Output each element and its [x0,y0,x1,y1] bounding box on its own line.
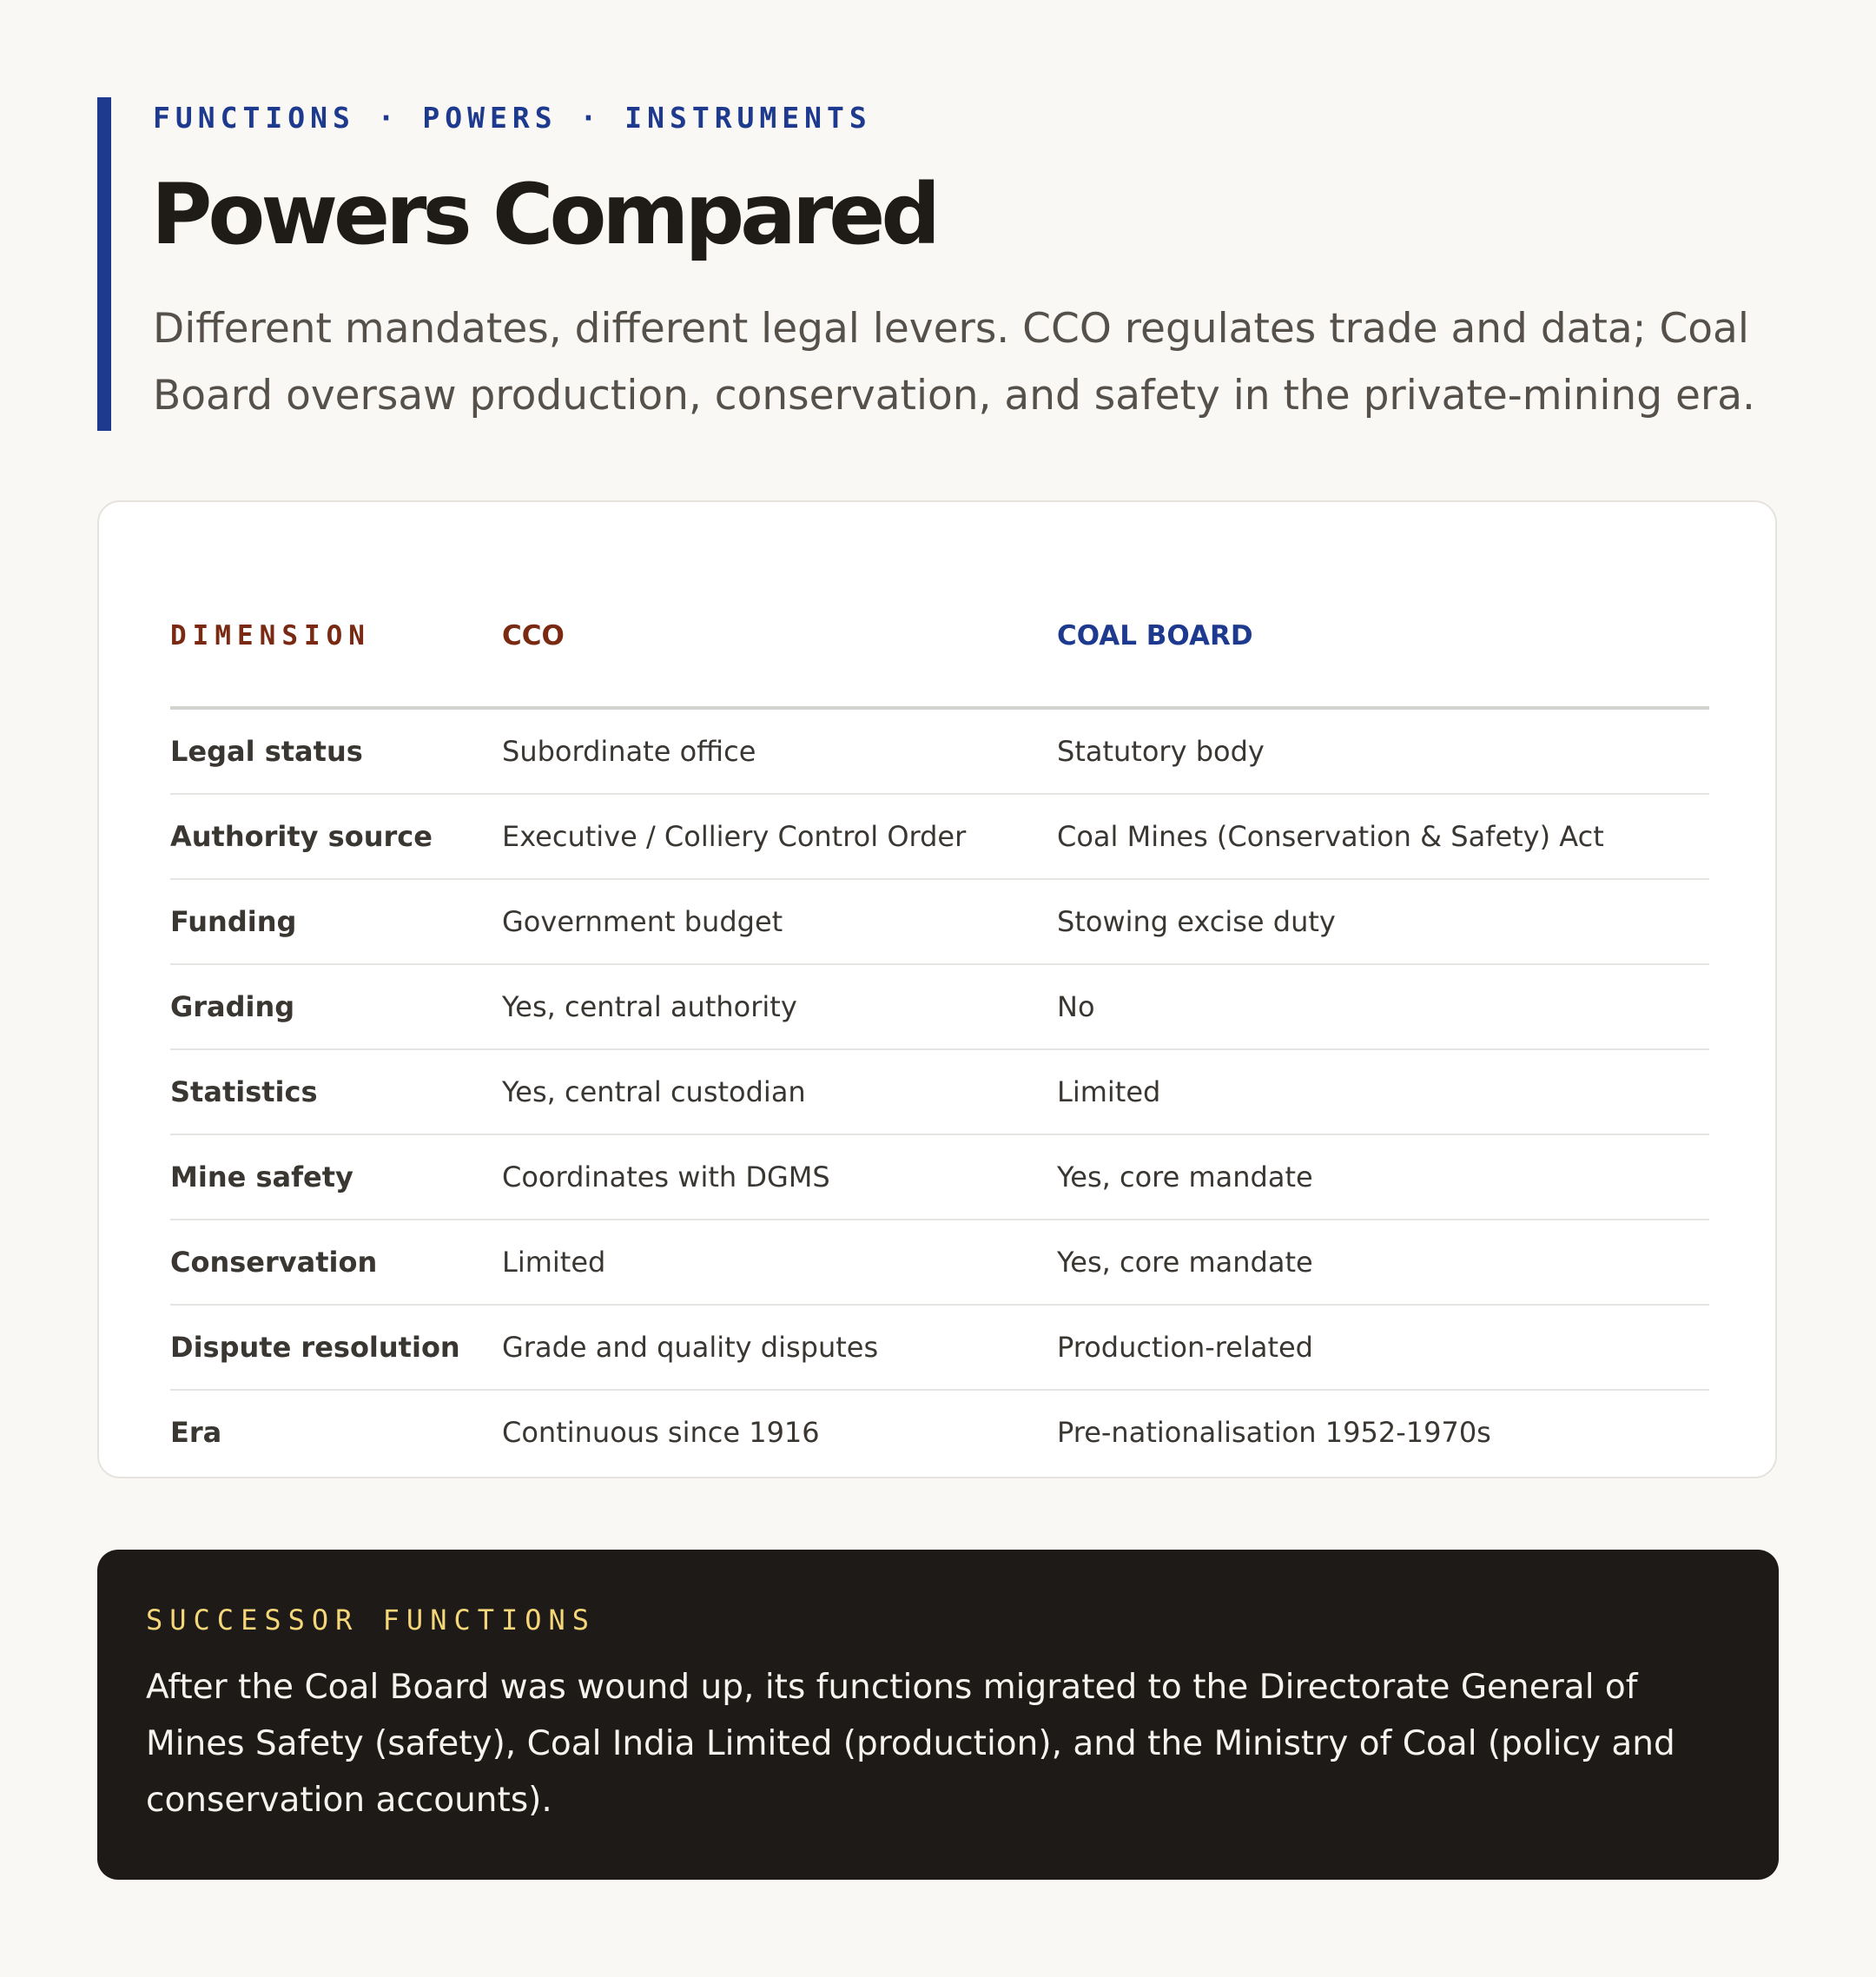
header-coal-board: COAL BOARD [1057,620,1253,651]
row-coal-board: Production-related [1057,1331,1313,1364]
row-dimension: Mine safety [170,1160,353,1193]
table-header [170,570,1709,710]
accent-bar [97,97,111,431]
row-cco: Continuous since 1916 [502,1416,820,1449]
row-dimension: Funding [170,905,297,938]
successor-text: After the Coal Board was wound up, its functions migrated to the Directorate General of Mines Safety (safety), Coal India Limited (production), and the Ministry of Coal (policy and conservation accounts). [146,1668,1675,1820]
row-dimension: Grading [170,990,295,1023]
row-dimension: Authority source [170,820,433,853]
header-dimension: DIMENSION [170,620,371,651]
successor-label: SUCCESSOR FUNCTIONS [146,1603,597,1636]
row-dimension: Statistics [170,1075,318,1108]
page-subtitle: Different mandates, different legal levers. CCO regulates trade and data; Coal Board oversaw production, conservation, and safety in the private-mining era. [153,305,1755,420]
page-header [97,97,1791,431]
header-cco: CCO [502,620,565,651]
row-dimension: Era [170,1416,222,1449]
row-cco: Subordinate office [502,735,756,768]
row-coal-board: Stowing excise duty [1057,905,1336,938]
row-dimension: Dispute resolution [170,1331,460,1364]
table-row [170,880,1709,965]
row-cco: Yes, central authority [502,990,797,1023]
table-row [170,1391,1709,1476]
row-cco: Limited [502,1246,606,1279]
row-dimension: Legal status [170,735,363,768]
page-title: Powers Compared [151,166,937,263]
table-row [170,1050,1709,1135]
comparison-table [170,570,1709,1476]
table-row [170,965,1709,1050]
table-row [170,795,1709,880]
row-cco: Government budget [502,905,783,938]
comparison-card [97,500,1777,1478]
row-coal-board: Coal Mines (Conservation & Safety) Act [1057,820,1604,853]
row-coal-board: Limited [1057,1075,1161,1108]
table-row [170,1135,1709,1220]
row-cco: Executive / Colliery Control Order [502,820,967,853]
row-dimension: Conservation [170,1246,378,1279]
table-row [170,1306,1709,1391]
table-row [170,710,1709,795]
row-coal-board: Yes, core mandate [1057,1246,1313,1279]
row-coal-board: No [1057,990,1095,1023]
eyebrow-label: FUNCTIONS · POWERS · INSTRUMENTS [153,101,872,135]
row-cco: Grade and quality disputes [502,1331,879,1364]
row-cco: Yes, central custodian [502,1075,806,1108]
table-row [170,1220,1709,1306]
successor-panel [97,1550,1779,1880]
row-cco: Coordinates with DGMS [502,1160,830,1193]
row-coal-board: Yes, core mandate [1057,1160,1313,1193]
row-coal-board: Statutory body [1057,735,1265,768]
row-coal-board: Pre-nationalisation 1952-1970s [1057,1416,1491,1449]
